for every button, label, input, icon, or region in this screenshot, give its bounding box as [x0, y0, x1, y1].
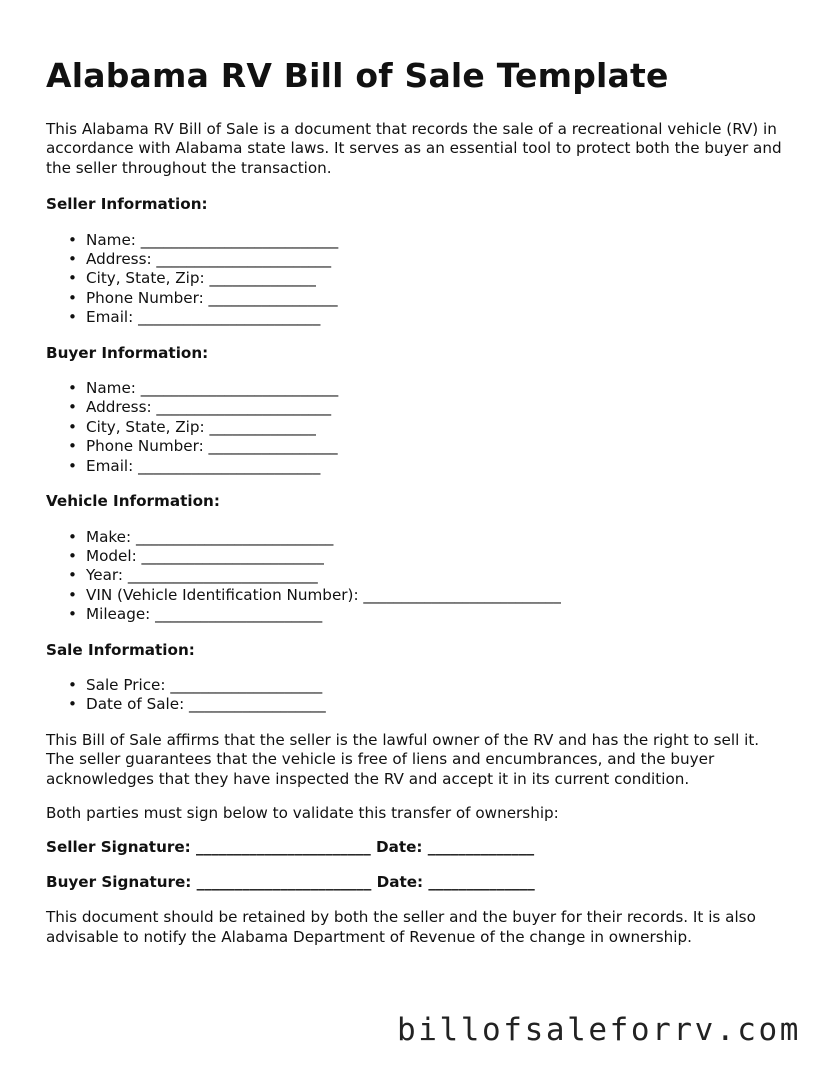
bullet-icon: •: [68, 288, 77, 307]
field-text: Name: __________________________: [86, 379, 339, 398]
field-text: Name: __________________________: [86, 230, 339, 249]
bullet-icon: •: [68, 398, 77, 417]
intro-paragraph: This Alabama RV Bill of Sale is a document that records the sale of a recreational vehicle (RV) in accordance with Alabama state laws. It serves as an essential tool to protect both the buyer and the seller throughout the transaction.: [46, 120, 782, 177]
field-text: Email: ________________________: [86, 308, 321, 327]
field-text: Address: _______________________: [86, 398, 332, 417]
seller-address-field[interactable]: [68, 250, 786, 269]
bullet-icon: •: [68, 269, 77, 288]
vehicle-vin-field[interactable]: [68, 585, 786, 605]
bullet-icon: •: [68, 675, 77, 694]
field-text: Date of Sale: __________________: [86, 695, 326, 714]
field-text: Model: ________________________: [86, 546, 324, 565]
sale-info-list: [46, 676, 786, 715]
buyer-info-list: [46, 379, 786, 476]
sale-date-field[interactable]: [68, 695, 786, 714]
seller-signature-line[interactable]: Seller Signature: _______________________ Date: ______________: [46, 838, 535, 857]
field-text: Email: ________________________: [86, 456, 321, 475]
vehicle-info-heading: Vehicle Information:: [46, 492, 220, 511]
buyer-info-heading: Buyer Information:: [46, 343, 209, 362]
field-text: Phone Number: _________________: [86, 437, 338, 456]
bullet-icon: •: [68, 566, 77, 585]
buyer-email-field[interactable]: [68, 456, 786, 476]
bullet-icon: •: [68, 527, 77, 546]
document-title: Alabama RV Bill of Sale Template: [46, 56, 669, 95]
vehicle-model-field[interactable]: [68, 546, 786, 566]
sale-info-heading: Sale Information:: [46, 640, 195, 659]
buyer-address-field[interactable]: [68, 398, 786, 417]
seller-email-field[interactable]: [68, 308, 786, 327]
bullet-icon: •: [68, 456, 77, 475]
seller-info-heading: Seller Information:: [46, 195, 208, 214]
vehicle-mileage-field[interactable]: [68, 605, 786, 624]
retention-note: This document should be retained by both the seller and the buyer for their records. It is also advisable to notify the Alabama Department of Revenue of the change in ownership.: [46, 908, 756, 946]
sign-instruction: Both parties must sign below to validate this transfer of ownership:: [46, 803, 559, 822]
bullet-icon: •: [68, 437, 77, 456]
buyer-signature-line[interactable]: Buyer Signature: _______________________ Date: ______________: [46, 872, 535, 891]
field-text: Year: _________________________: [86, 566, 318, 585]
seller-name-field[interactable]: [68, 230, 786, 250]
site-watermark: billofsaleforrv.com: [396, 1012, 801, 1048]
vehicle-year-field[interactable]: [68, 566, 786, 585]
bullet-icon: •: [68, 585, 77, 604]
buyer-phone-field[interactable]: [68, 437, 786, 456]
seller-city-state-zip-field[interactable]: [68, 269, 786, 288]
sale-price-field[interactable]: [68, 675, 786, 695]
buyer-name-field[interactable]: [68, 379, 786, 398]
field-text: City, State, Zip: ______________: [86, 417, 316, 436]
affirmation-paragraph: This Bill of Sale affirms that the seller is the lawful owner of the RV and has the right to sell it. The seller guarantees that the vehicle is free of liens and encumbrances, and the buyer acknowledges that they have inspected the RV and accept it in its current condition.: [46, 730, 760, 788]
field-text: Sale Price: ____________________: [86, 675, 323, 694]
seller-info-list: [46, 231, 786, 328]
bullet-icon: •: [68, 308, 77, 327]
field-text: Phone Number: _________________: [86, 288, 338, 307]
bullet-icon: •: [68, 605, 77, 624]
field-text: Mileage: ______________________: [86, 605, 323, 624]
field-text: Make: __________________________: [86, 527, 334, 546]
buyer-city-state-zip-field[interactable]: [68, 417, 786, 437]
bullet-icon: •: [68, 417, 77, 436]
field-text: Address: _______________________: [86, 250, 332, 269]
bullet-icon: •: [68, 250, 77, 269]
bullet-icon: •: [68, 379, 77, 398]
vehicle-info-list: [46, 528, 786, 625]
bullet-icon: •: [68, 695, 77, 714]
field-text: City, State, Zip: ______________: [86, 269, 316, 288]
vehicle-make-field[interactable]: [68, 527, 786, 547]
document-page: [46, 56, 786, 962]
seller-phone-field[interactable]: [68, 288, 786, 308]
field-text: VIN (Vehicle Identification Number): __________________________: [86, 585, 561, 604]
bullet-icon: •: [68, 230, 77, 249]
bullet-icon: •: [68, 546, 77, 565]
